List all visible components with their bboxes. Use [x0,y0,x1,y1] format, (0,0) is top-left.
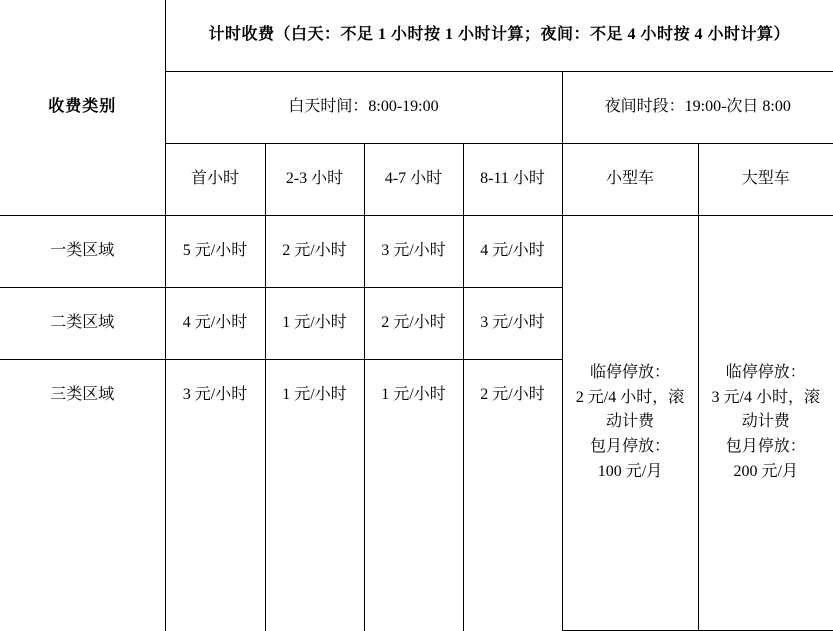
rate-area2-8-11: 3 元/小时 [463,287,562,359]
night-period-cell: 夜间时段：19:00-次日 8:00 [562,71,833,143]
filler-cell-4 [463,431,562,631]
rate-area2-first-hour: 4 元/小时 [165,287,265,359]
rate-area1-8-11: 4 元/小时 [463,215,562,287]
column-header-large-vehicle: 大型车 [698,143,833,215]
timed-fee-title-cell: 计时收费（白天：不足 1 小时按 1 小时计算；夜间：不足 4 小时按 4 小时计算） [165,0,833,71]
day-period-cell: 白天时间：8:00-19:00 [165,71,562,143]
night-large-line5: 200 元/月 [733,463,798,481]
rate-area1-4-7: 3 元/小时 [364,215,463,287]
night-small-line5: 100 元/月 [597,463,663,481]
rate-area2-2-3: 1 元/小时 [265,287,364,359]
night-rate-small-vehicle-cell [562,215,698,630]
filler-cell-3 [364,431,463,631]
column-header-4-7-hours: 4-7 小时 [364,143,463,215]
rate-area3-first-hour: 3 元/小时 [165,359,265,430]
area-label-2: 二类区域 [0,287,165,359]
night-large-line3: 动计费 [741,413,790,431]
night-small-line2: 2 元/4 小时，滚 [575,388,685,406]
filler-cell-2 [265,431,364,631]
column-header-small-vehicle: 小型车 [562,143,698,215]
column-header-first-hour: 首小时 [165,143,265,215]
table-row-title [0,0,833,71]
area-label-3: 三类区域 [0,359,165,430]
category-header-cell: 收费类别 [0,0,165,215]
night-large-line4: 包月停放： [725,438,806,456]
night-small-line4: 包月停放： [589,438,670,456]
night-large-line1: 临停停放： [725,363,806,381]
rate-area1-2-3: 2 元/小时 [265,215,364,287]
table-row-area-1 [0,215,833,287]
filler-cell-1 [165,431,265,631]
filler-cell-area [0,431,165,631]
rate-area2-4-7: 2 元/小时 [364,287,463,359]
night-large-line2: 3 元/4 小时，滚 [711,388,820,406]
night-rate-large-vehicle-cell [698,215,833,630]
rate-area3-4-7: 1 元/小时 [364,359,463,430]
area-label-1: 一类区域 [0,215,165,287]
night-small-line1: 临停停放： [589,363,670,381]
column-header-2-3-hours: 2-3 小时 [265,143,364,215]
rate-area3-8-11: 2 元/小时 [463,359,562,430]
rate-area1-first-hour: 5 元/小时 [165,215,265,287]
night-small-line3: 动计费 [605,413,654,431]
rate-area3-2-3: 1 元/小时 [265,359,364,430]
column-header-8-11-hours: 8-11 小时 [463,143,562,215]
